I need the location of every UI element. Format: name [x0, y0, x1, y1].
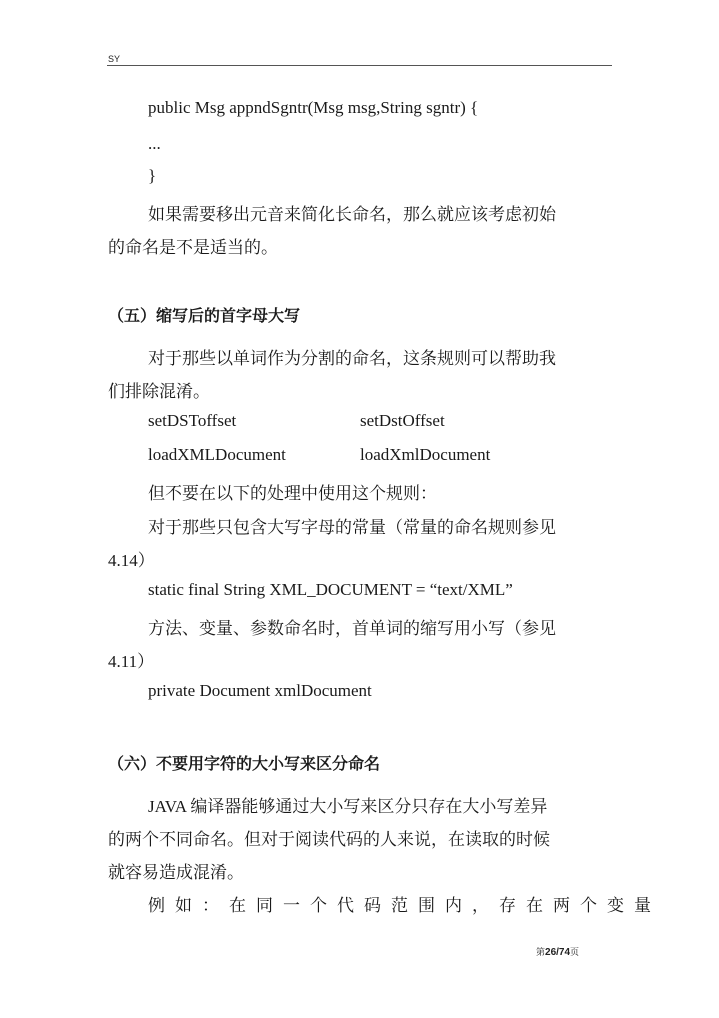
- header-rule: [107, 65, 612, 66]
- code-field: private Document xmlDocument: [148, 681, 372, 700]
- para1-line1: 如果需要移出元音来简化长命名，那么就应该考虑初始: [148, 205, 556, 224]
- page-footer: [536, 945, 579, 958]
- para5-line2: 4.11）: [108, 652, 155, 671]
- footer-suffix: 页: [570, 947, 580, 957]
- para6-line2: 的两个不同命名。但对于阅读代码的人来说，在读取的时候: [108, 830, 550, 849]
- example-good-2: loadXmlDocument: [360, 445, 491, 464]
- para6-line3: 就容易造成混淆。: [108, 863, 244, 882]
- para6-line1: JAVA 编译器能够通过大小写来区分只存在大小写差异: [148, 797, 548, 816]
- example-bad-2: loadXMLDocument: [148, 445, 286, 464]
- para1-line2: 的命名是不是适当的。: [108, 238, 278, 257]
- code-close: }: [148, 166, 157, 185]
- para3: 但不要在以下的处理中使用这个规则：: [148, 484, 437, 503]
- para5-line1: 方法、变量、参数命名时，首单词的缩写用小写（参见: [148, 619, 556, 638]
- example-bad-1: setDSToffset: [148, 411, 237, 430]
- section-heading-5: （五）缩写后的首字母大写: [108, 306, 301, 325]
- footer-prefix: 第: [536, 947, 546, 957]
- para2-line1: 对于那些以单词作为分割的命名，这条规则可以帮助我: [148, 349, 556, 368]
- para7-line1: 例如：在同一个代码范围内，存在两个变量: [148, 896, 661, 915]
- code-constant: static final String XML_DOCUMENT = “text/XML”: [148, 580, 513, 599]
- example-good-1: setDstOffset: [360, 411, 445, 430]
- code-signature: public Msg appndSgntr(Msg msg,String sgntr) {: [148, 98, 479, 117]
- header-tag: SY: [108, 54, 121, 64]
- para2-line2: 们排除混淆。: [108, 382, 210, 401]
- page-number: 26/74: [545, 947, 571, 958]
- para4-line1: 对于那些只包含大写字母的常量（常量的命名规则参见: [148, 518, 556, 537]
- section-heading-6: （六）不要用字符的大小写来区分命名: [108, 754, 381, 773]
- code-ellipsis: ...: [148, 134, 161, 153]
- para4-line2: 4.14）: [108, 551, 155, 570]
